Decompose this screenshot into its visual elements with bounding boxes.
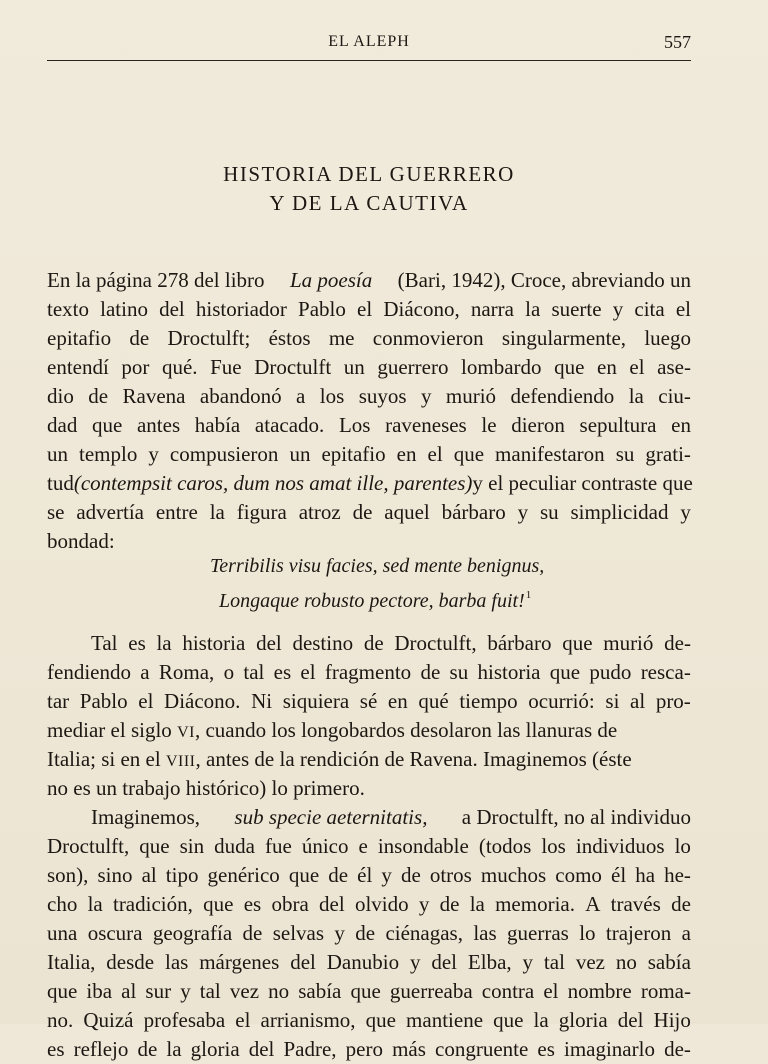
chapter-title-line-2: Y DE LA CAUTIVA — [269, 191, 469, 215]
text-line: un templo y compusieron un epitafio en el que manifestaron su grati- — [47, 442, 691, 466]
paragraph-3 — [47, 803, 691, 1064]
paragraph-2 — [47, 629, 691, 803]
paragraph-1 — [47, 266, 691, 556]
footnote-marker: 1 — [525, 589, 532, 601]
text-line: Imaginemos, sub specie aeternitatis, a Droctulft, no al individuo — [91, 805, 691, 829]
roman-numeral: VI — [177, 724, 195, 741]
text-line: dio de Ravena abandonó a los suyos y murió defendiendo la ciu- — [47, 384, 691, 408]
text-line: tar Pablo el Diácono. Ni siquiera sé en qué tiempo ocurrió: si al pro- — [47, 689, 691, 713]
chapter-title — [47, 160, 691, 218]
text-line: que iba al sur y tal vez no sabía que guerreaba contra el nombre roma- — [47, 979, 691, 1003]
text-line: es reflejo de la gloria del Padre, pero más congruente es imaginarlo de- — [47, 1037, 691, 1061]
running-title: EL ALEPH — [328, 33, 410, 50]
epitaph-verse — [210, 552, 544, 616]
main-text — [47, 629, 691, 1064]
text-line: no. Quizá profesaba el arrianismo, que mantiene que la gloria del Hijo — [47, 1008, 691, 1032]
text-line: texto latino del historiador Pablo el Diácono, narra la suerte y cita el — [47, 297, 691, 321]
verse-line-1: Terribilis visu facies, sed mente benignus, — [210, 555, 545, 577]
text-line: una oscura geografía de selvas y de ciénagas, las guerras lo trajeron a — [47, 921, 691, 945]
text-line: Italia, desde las márgenes del Danubio y del Elba, y tal vez no sabía — [47, 950, 691, 974]
roman-numeral: VIII — [165, 753, 196, 770]
text-line: son), sino al tipo genérico que de él y de otros muchos como él ha he- — [47, 863, 691, 887]
text-line: Italia; si en el VIII, antes de la rendición de Ravena. Imaginemos (éste — [47, 747, 632, 771]
chapter-title-line-1: HISTORIA DEL GUERRERO — [223, 162, 515, 186]
text-line: tud (contempsit caros, dum nos amat ille, parentes) y el peculiar contraste que — [47, 471, 693, 495]
text-line: se advertía entre la figura atroz de aquel bárbaro y su simplicidad y — [47, 500, 691, 524]
text-line: cho la tradición, que es obra del olvido y de la memoria. A través de — [47, 892, 691, 916]
text-line: bondad: — [47, 529, 115, 553]
text-line: entendí por qué. Fue Droctulft un guerrero lombardo que en el ase- — [47, 355, 691, 379]
text-line: no es un trabajo histórico) lo primero. — [47, 776, 365, 800]
text-line: epitafio de Droctulft; éstos me conmovieron singularmente, luego — [47, 326, 691, 350]
text-line: Droctulft, que sin duda fue único e insondable (todos los individuos lo — [47, 834, 691, 858]
verse-line-2: Longaque robusto pectore, barba fuit!$^1$ — [219, 589, 532, 612]
text-line: dad que antes había atacado. Los raveneses le dieron sepultura en — [47, 413, 691, 437]
page-header — [47, 30, 691, 61]
page-number: 557 — [664, 32, 691, 52]
text-line: Tal es la historia del destino de Droctulft, bárbaro que murió de- — [91, 631, 691, 655]
text-line: fendiendo a Roma, o tal es el fragmento de su historia que pudo resca- — [47, 660, 691, 684]
text-line: mediar el siglo VI, cuando los longobardos desolaron las llanuras de — [47, 718, 618, 742]
text-line: En la página 278 del libro La poesía (Bari, 1942), Croce, abreviando un — [47, 268, 691, 292]
